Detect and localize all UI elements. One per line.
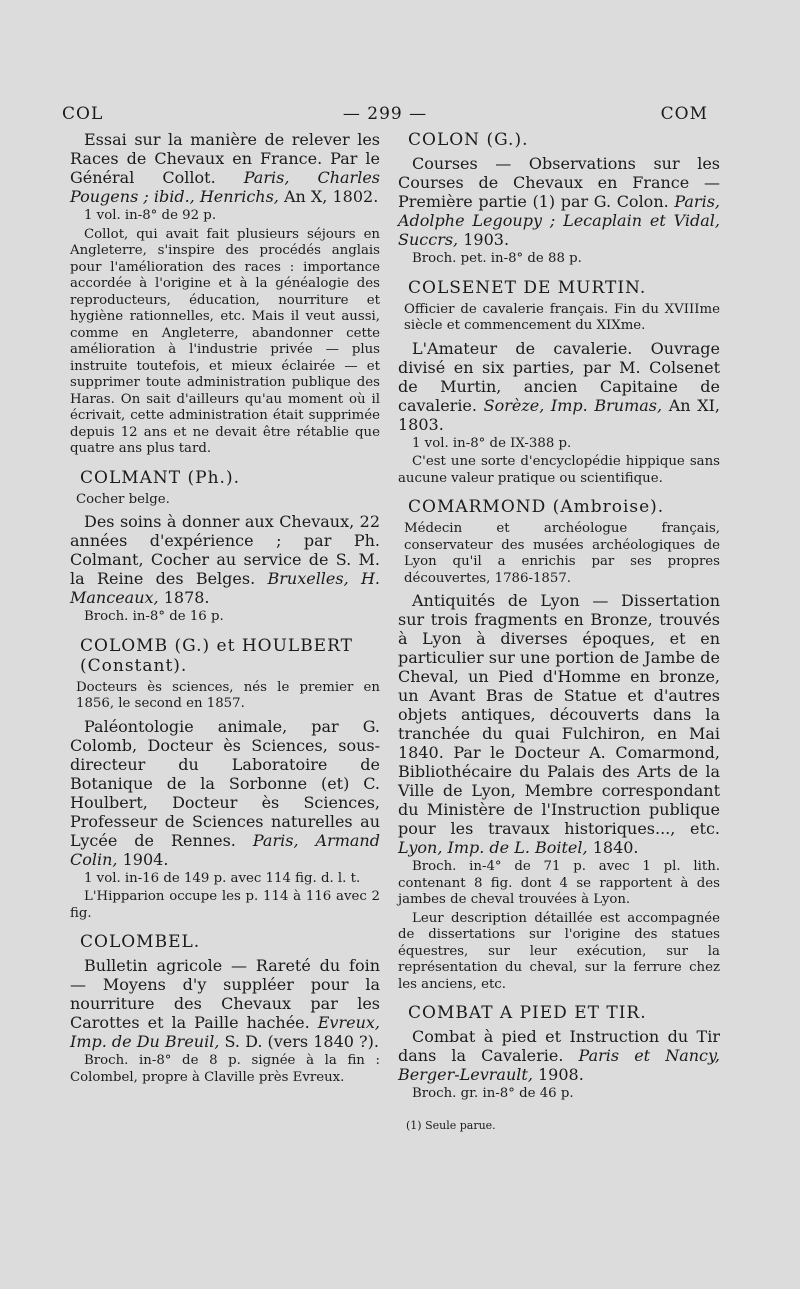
- entry-collot: [70, 130, 380, 458]
- footnote: (1) Seule parue.: [406, 1118, 496, 1132]
- entry-colsenet: [398, 278, 720, 488]
- entry-format: Broch. in-8° de 16 p.: [84, 609, 224, 624]
- entry-format: Broch. in-8° de 8 p. signée à la fin : Colombel, propre à Claville près Evreux.: [70, 1053, 380, 1085]
- entry-heading: COLON (G.).: [408, 130, 529, 150]
- header-left: COL: [62, 104, 104, 124]
- entry-heading: COMBAT A PIED ET TIR.: [408, 1003, 647, 1023]
- entry-heading: COLOMBEL.: [80, 932, 201, 952]
- entry-colon: [398, 130, 720, 268]
- entry-title: Bulletin agricole — Rareté du foin — Moyens d'y suppléer pour la nourriture des Chevaux par les Carottes et la Paille hachée. Evreux, Imp. de Du Breuil, S. D. (vers 1840 ?).: [70, 956, 380, 1051]
- entry-colombel: [70, 932, 380, 1086]
- entry-format: 1 vol. in-8° de 92 p.: [84, 208, 217, 223]
- entry-heading: COLMANT (Ph.).: [80, 467, 240, 488]
- entry-title: Antiquités de Lyon — Dissertation sur trois fragments en Bronze, trouvés à Lyon à diverses époques, et en particulier sur une portion de Jambe de Cheval, un Pied d'Homme en bronze, un Avant Bras de Statue et d'autres objets antiques, découverts dans la tranchée du quai Fulchiron, en Mai 1840. Par le Docteur A. Comarmond, Bibliothécaire du Palais des Arts de la Ville de Lyon, Membre correspondant du Ministère de l'Instruction publique pour les travaux historiques..., etc. Lyon, Imp. de L. Boitel, 1840.: [398, 591, 720, 857]
- entry-combat: [398, 1003, 720, 1103]
- entry-title: Essai sur la manière de relever les Races de Chevaux en France. Par le Général Collot. Paris, Charles Pougens ; ibid., Henrichs, An X, 1802.: [70, 130, 381, 206]
- entry-format: 1 vol. in-16 de 149 p. avec 114 fig. d. l. t.: [84, 870, 361, 886]
- entry-heading: COLSENET DE MURTIN.: [408, 277, 647, 298]
- header-right: COM: [660, 104, 708, 124]
- entry-format: 1 vol. in-8° de IX-388 p.: [412, 435, 572, 451]
- running-header: [62, 104, 708, 128]
- right-column: [398, 130, 720, 1132]
- page-number: — 299 —: [342, 104, 428, 124]
- entry-description: Docteurs ès sciences, nés le premier en 1856, le second en 1857.: [76, 679, 380, 711]
- entry-note: C'est une sorte d'encyclopédie hippique sans aucune valeur pratique ou scientifique.: [398, 454, 720, 486]
- left-column: [70, 130, 380, 1096]
- entry-format: Broch. pet. in-8° de 88 p.: [412, 251, 582, 266]
- entry-colmant: [70, 468, 380, 626]
- entry-note: L'Hipparion occupe les p. 114 à 116 avec 2 fig.: [70, 889, 380, 921]
- entry-note: Collot, qui avait fait plusieurs séjours en Angleterre, s'inspire des procédés anglais pour l'amélioration des races : importance accordée à l'origine et à la généalogie des reproducteurs, éducation, nourriture et hygiène rationnelles, etc. Mais il veut aussi, comme en Angleterre, abandonner cette amélioration à l'industrie privée — plus instruite toutefois, et mieux éclairée — et supprimer toute administration publique des Haras. On sait d'ailleurs qu'au moment où il écrivait, cette administration était supprimée depuis 12 ans et ne devait être rétablie que quatre ans plus tard.: [70, 226, 380, 456]
- entry-comarmond: [398, 497, 720, 993]
- entry-note: Leur description détaillée est accompagnée de dissertations sur l'origine des statues équestres, sur leur exécution, sur la représentation du cheval, sur la ferrure chez les anciens, etc.: [398, 910, 720, 992]
- entry-heading: COMARMOND (Ambroise).: [408, 497, 665, 517]
- entry-title: Combat à pied et Instruction du Tir dans la Cavalerie. Paris et Nancy, Berger-Levrault, 1908.: [398, 1027, 720, 1084]
- entry-description: Cocher belge.: [76, 491, 170, 507]
- entry-format: Broch. in-4° de 71 p. avec 1 pl. lith. contenant 8 fig. dont 4 se rapportent à des jambes de cheval trouvées à Lyon.: [398, 859, 720, 907]
- entry-description: Médecin et archéologue français, conservateur des musées archéologiques de Lyon qu'il a enrichis par ses propres découvertes, 1786-1857.: [404, 521, 720, 586]
- entry-heading: COLOMB (G.) et HOULBERT (Constant).: [80, 635, 353, 676]
- entry-title: Courses — Observations sur les Courses de Chevaux en France — Première partie (1) par G. Colon. Paris, Adolphe Legoupy ; Lecaplain et Vidal, Succrs, 1903.: [398, 154, 720, 249]
- entry-title: Des soins à donner aux Chevaux, 22 années d'expérience ; par Ph. Colmant, Cocher au service de S. M. la Reine des Belges. Bruxelles, H. Manceaux, 1878.: [70, 512, 381, 607]
- entry-colomb: [70, 636, 380, 923]
- entry-description: Officier de cavalerie français. Fin du XVIIIme siècle et commencement du XIXme.: [404, 301, 720, 333]
- entry-format: Broch. gr. in-8° de 46 p.: [412, 1086, 574, 1101]
- entry-title: Paléontologie animale, par G. Colomb, Docteur ès Sciences, sous-directeur du Laboratoire de Botanique de la Sorbonne (et) C. Houlbert, Docteur ès Sciences, Professeur de Sciences naturelles au Lycée de Rennes. Paris, Armand Colin, 1904.: [70, 716, 380, 869]
- entry-title: L'Amateur de cavalerie. Ouvrage divisé en six parties, par M. Colsenet de Murtin, ancien Capitaine de cavalerie. Sorèze, Imp. Brumas, An XI, 1803.: [398, 338, 720, 434]
